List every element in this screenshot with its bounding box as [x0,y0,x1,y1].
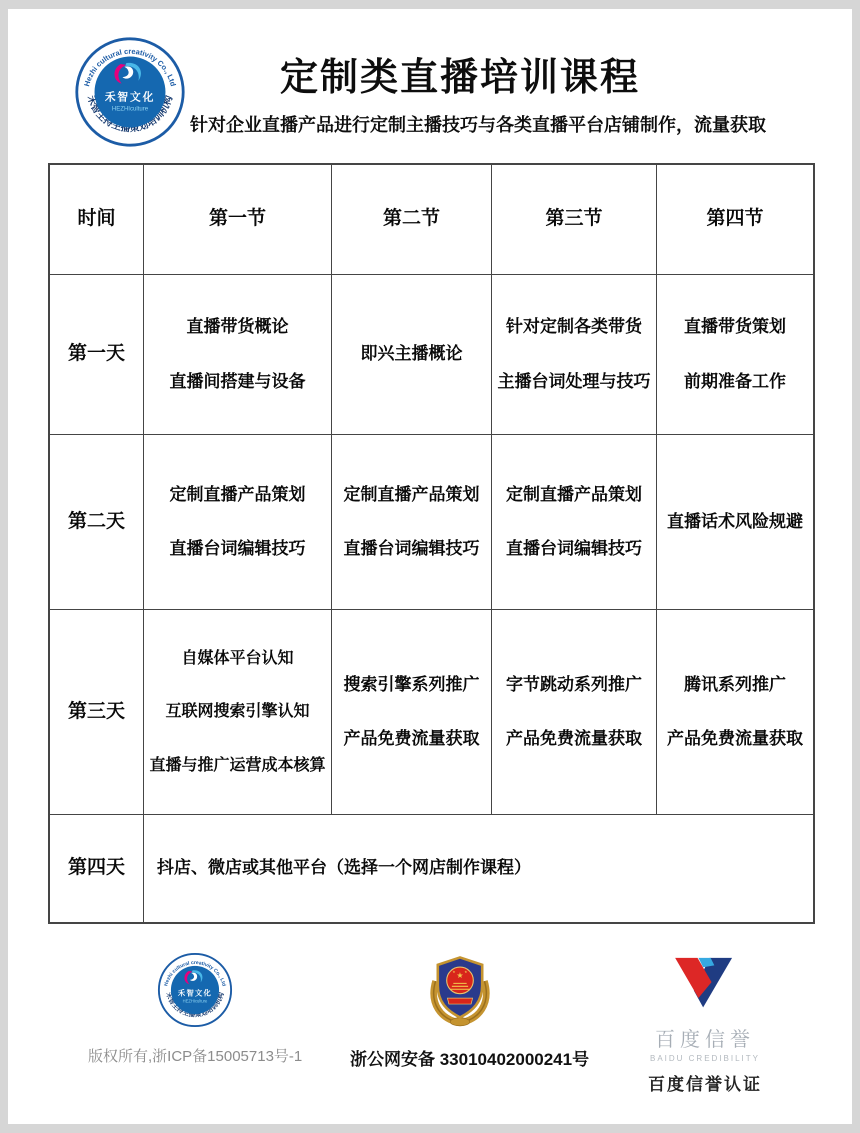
column-header-session1: 第一节 [144,165,331,274]
course-line: 产品免费流量获取 [343,729,480,748]
row-header-day1: 第一天 [50,275,143,434]
course-schedule-table [48,163,815,924]
page-subtitle: 针对企业直播产品进行定制主播技巧与各类直播平台店铺制作，流量获取 [190,115,766,135]
row-header-day4: 第四天 [50,815,143,922]
course-line: 直播台词编辑技巧 [506,539,642,558]
hezhi-logo [74,36,186,148]
course-line: 主播台词处理与技巧 [497,371,651,391]
course-line: 搜索引擎系列推广 [343,674,480,694]
course-line: 针对定制各类带货 [506,317,642,337]
course-line: 直播带货策划 [684,317,786,337]
course-line: 即兴主播概论 [360,344,463,364]
schedule-cell-day4-merged [144,815,813,922]
course-line: 直播带货概论 [186,317,289,337]
schedule-cell-day2-s4 [657,435,813,609]
course-line: 直播与推广运营成本核算 [149,756,326,774]
hezhi-logo-small [157,952,233,1028]
column-header-session3: 第三节 [492,165,656,274]
schedule-cell-day3-s4 [657,610,813,814]
schedule-cell-day3-s2 [332,610,491,814]
footer-baidu-block [608,956,802,1095]
header [190,46,766,137]
course-line: 直播间搭建与设备 [169,371,306,391]
schedule-cell-day1-s4 [657,275,813,434]
schedule-cell-day1-s2 [332,275,491,434]
baidu-certification-text: 百度信誉认证 [648,1075,762,1094]
course-line: 定制直播产品策划 [169,484,306,504]
course-line: 自媒体平台认知 [181,650,294,668]
footer-police-block [350,950,590,1070]
row-header-day2: 第二天 [50,435,143,609]
police-registration-text: 浙公网安备 33010402000241号 [350,1050,590,1069]
baidu-credibility-en: BAIDU CREDIBILITY [649,1054,760,1063]
row-header-day3: 第三天 [50,610,143,814]
schedule-cell-day3-s1 [144,610,331,814]
schedule-cell-day2-s3 [492,435,656,609]
course-line: 产品免费流量获取 [506,729,642,748]
course-line: 互联网搜索引擎认知 [165,703,310,721]
police-emblem-icon [423,950,497,1030]
baidu-credibility-cn: 百度信誉 [655,1029,755,1051]
schedule-cell-day2-s1 [144,435,331,609]
schedule-cell-day1-s1 [144,275,331,434]
course-line: 抖店、微店或其他平台（选择一个网店制作课程） [157,858,531,878]
course-line: 腾讯系列推广 [684,674,786,694]
column-header-session2: 第二节 [332,165,491,274]
baidu-credibility-v-icon [672,956,738,1012]
icp-copyright-text: 版权所有,浙ICP备15005713号-1 [88,1048,303,1065]
course-line: 前期准备工作 [684,371,786,391]
schedule-cell-day2-s2 [332,435,491,609]
course-line: 定制直播产品策划 [506,484,642,504]
column-header-time: 时间 [50,165,143,274]
schedule-cell-day3-s3 [492,610,656,814]
course-line: 直播台词编辑技巧 [169,539,306,558]
column-header-session4: 第四节 [657,165,813,274]
course-line: 产品免费流量获取 [667,729,803,748]
schedule-cell-day1-s3 [492,275,656,434]
page-title: 定制类直播培训课程 [279,57,640,99]
course-line: 直播台词编辑技巧 [343,539,480,558]
course-line: 定制直播产品策划 [343,484,480,504]
course-line: 直播话术风险规避 [667,511,803,531]
course-line: 字节跳动系列推广 [506,674,642,694]
footer-copyright-block [88,952,302,1066]
